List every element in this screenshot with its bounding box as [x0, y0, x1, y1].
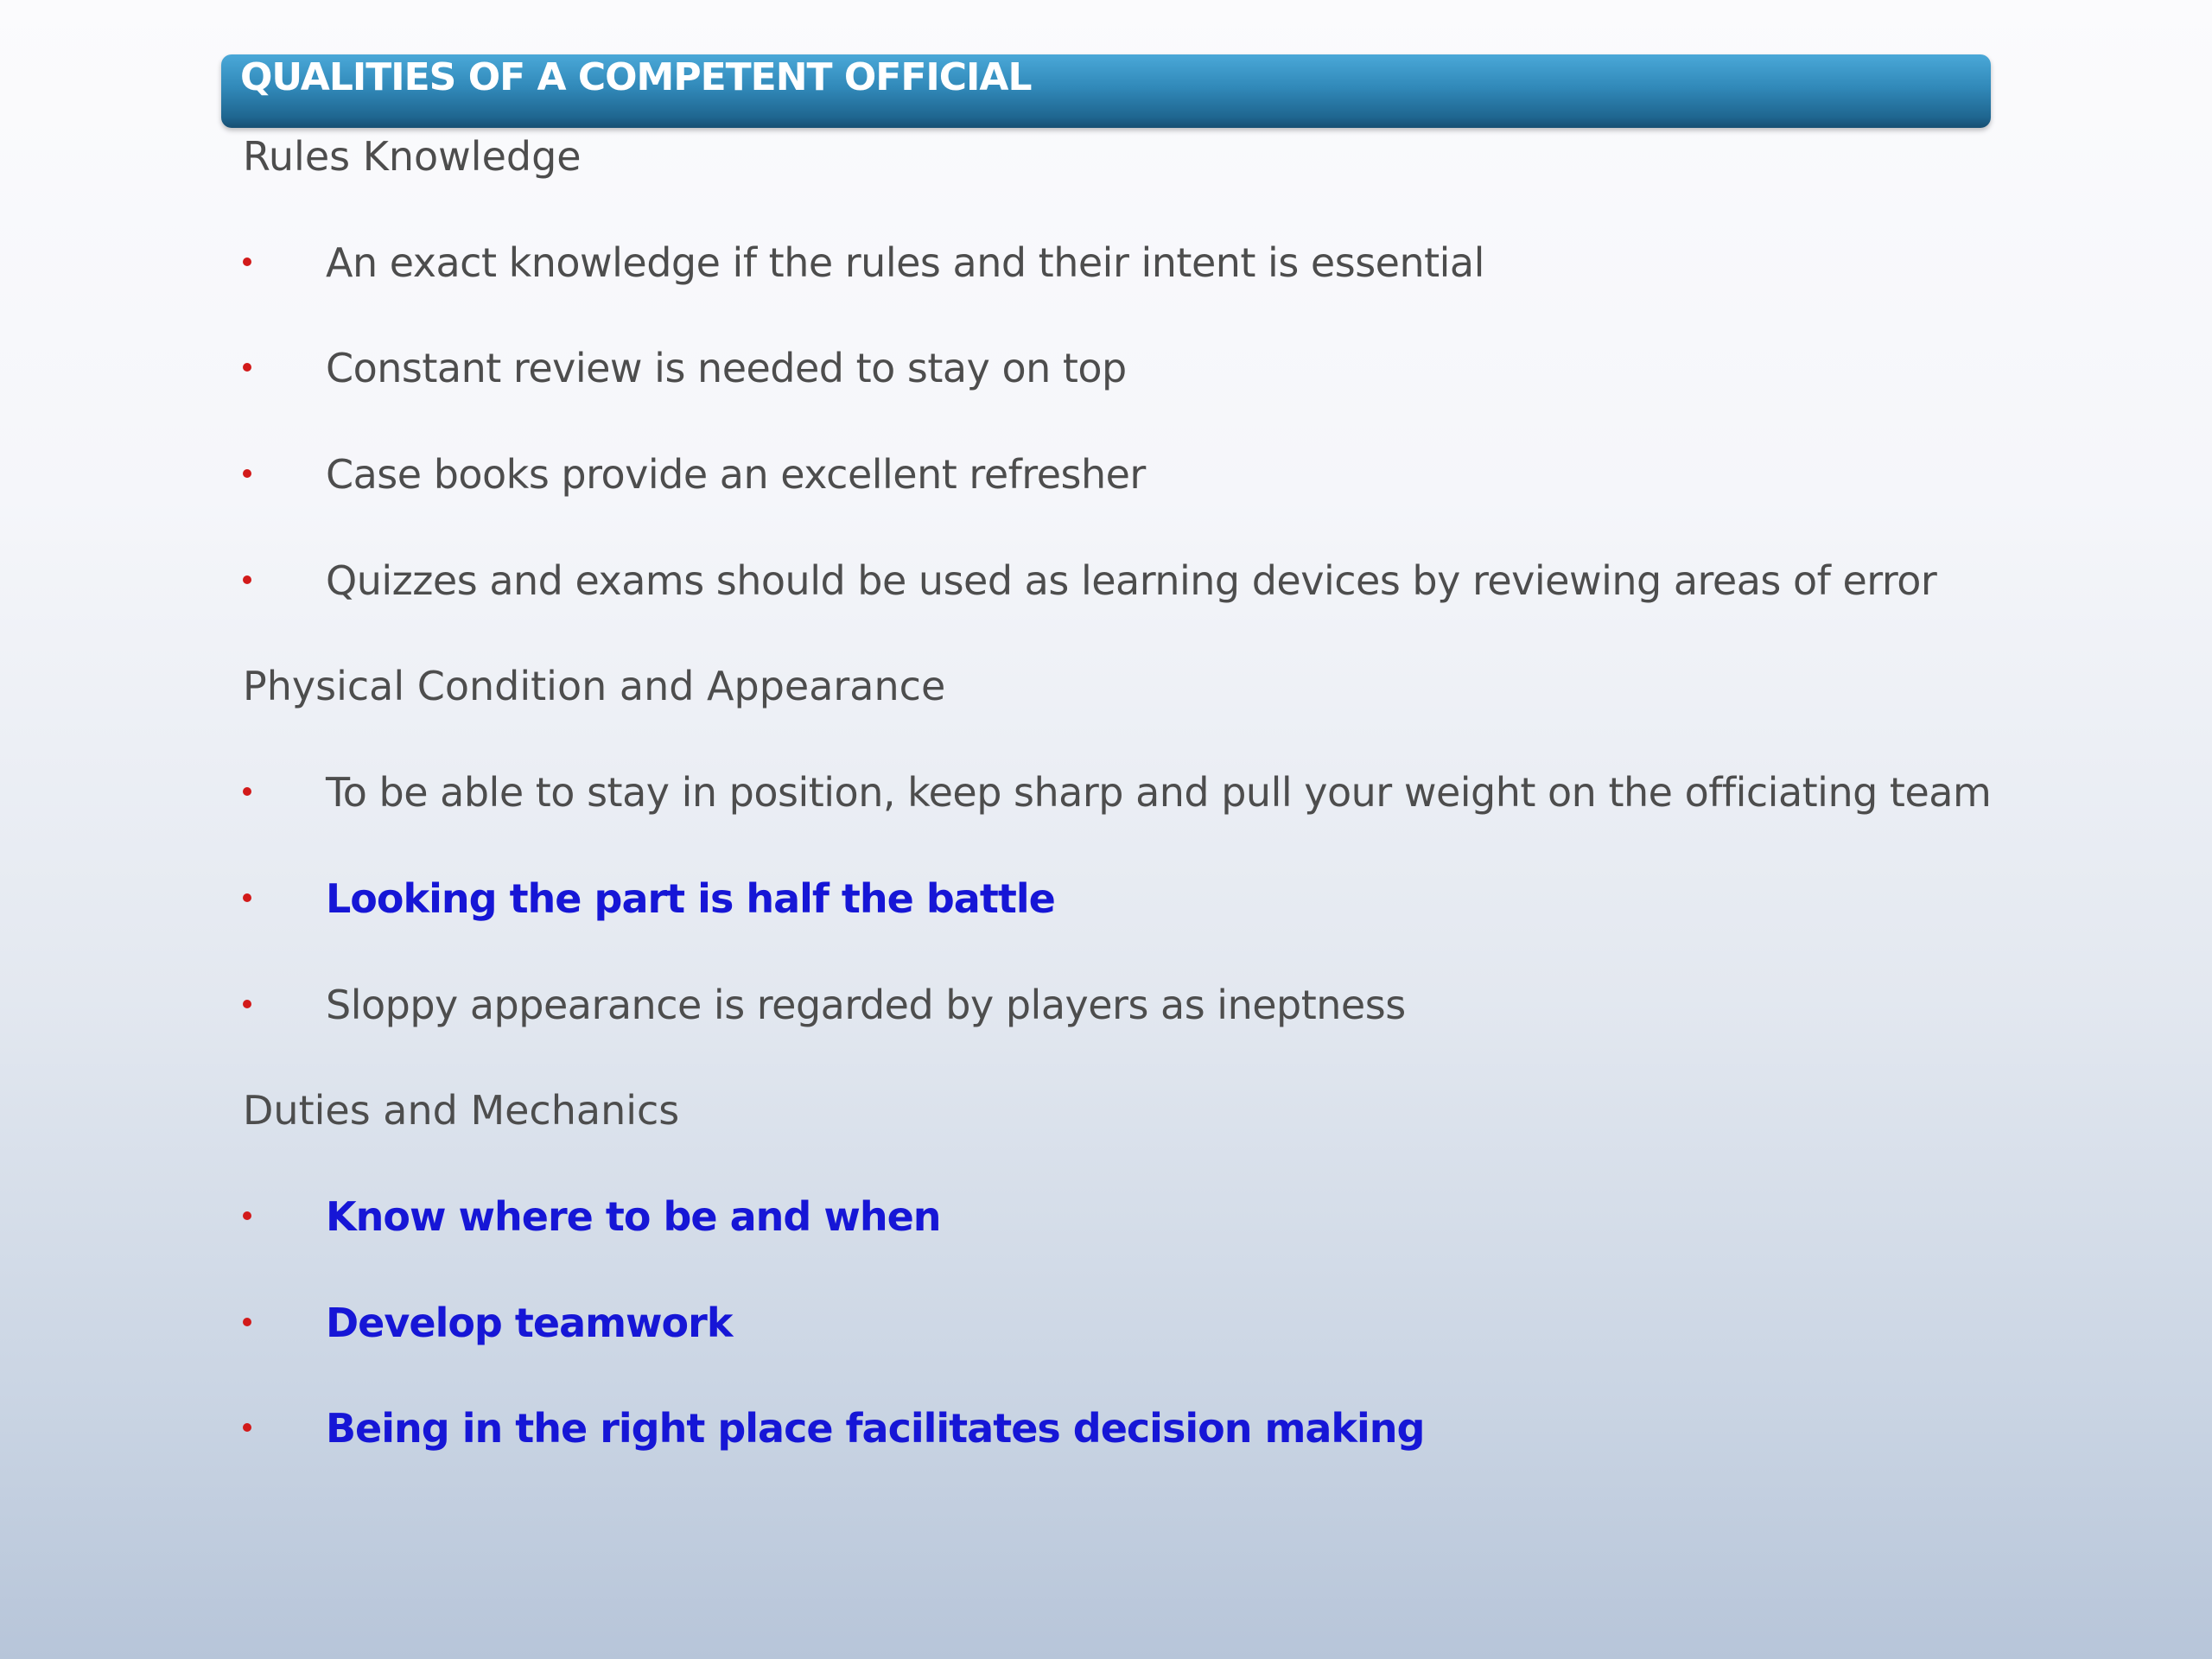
list-item — [243, 1404, 1971, 1510]
list-item-text-emphasized: Looking the part is half the battle — [326, 874, 1055, 922]
list-item — [243, 981, 1971, 1087]
section-heading-physical-condition — [243, 662, 1971, 768]
bullet-dot-icon — [243, 363, 251, 372]
list-item — [243, 1299, 1971, 1405]
list-item — [243, 238, 1971, 345]
list-item — [243, 1192, 1971, 1299]
list-item-text-emphasized: Know where to be and when — [326, 1192, 941, 1240]
bullet-dot-icon — [243, 787, 251, 796]
list-item-text: An exact knowledge if the rules and their intent is essential — [326, 238, 1484, 286]
bullet-dot-icon — [243, 893, 251, 902]
bullet-dot-icon — [243, 1318, 251, 1326]
section-heading-rules-knowledge — [243, 132, 1971, 238]
bullet-dot-icon — [243, 1211, 251, 1220]
slide-content — [243, 132, 1992, 1510]
list-item-text: Quizzes and exams should be used as learning devices by reviewing areas of error — [326, 556, 1937, 604]
list-item-text: To be able to stay in position, keep sharp and pull your weight on the officiating team — [326, 769, 1992, 817]
bullet-dot-icon — [243, 469, 251, 478]
list-item — [243, 768, 1992, 874]
list-item-text: Case books provide an excellent refresher — [326, 451, 1146, 499]
section-heading-label: Duties and Mechanics — [243, 1087, 680, 1135]
bullet-dot-icon — [243, 257, 251, 266]
list-item-text: Constant review is needed to stay on top — [326, 345, 1127, 392]
list-item-text: Sloppy appearance is regarded by players as ineptness — [326, 981, 1406, 1028]
list-item-text-emphasized: Being in the right place facilitates decision making — [326, 1405, 1425, 1452]
bullet-dot-icon — [243, 1423, 251, 1432]
bullet-dot-icon — [243, 1000, 251, 1008]
list-item — [243, 556, 1971, 663]
list-item — [243, 344, 1971, 450]
slide-title-bar — [221, 54, 1991, 128]
list-item — [243, 450, 1971, 556]
bullet-dot-icon — [243, 575, 251, 584]
list-item — [243, 874, 1971, 981]
list-item-text-emphasized: Develop teamwork — [326, 1299, 733, 1346]
section-heading-duties-mechanics — [243, 1086, 1971, 1192]
section-heading-label: Rules Knowledge — [243, 133, 582, 180]
section-heading-label: Physical Condition and Appearance — [243, 663, 946, 710]
slide-title: QUALITIES OF A COMPETENT OFFICIAL — [240, 55, 1032, 99]
